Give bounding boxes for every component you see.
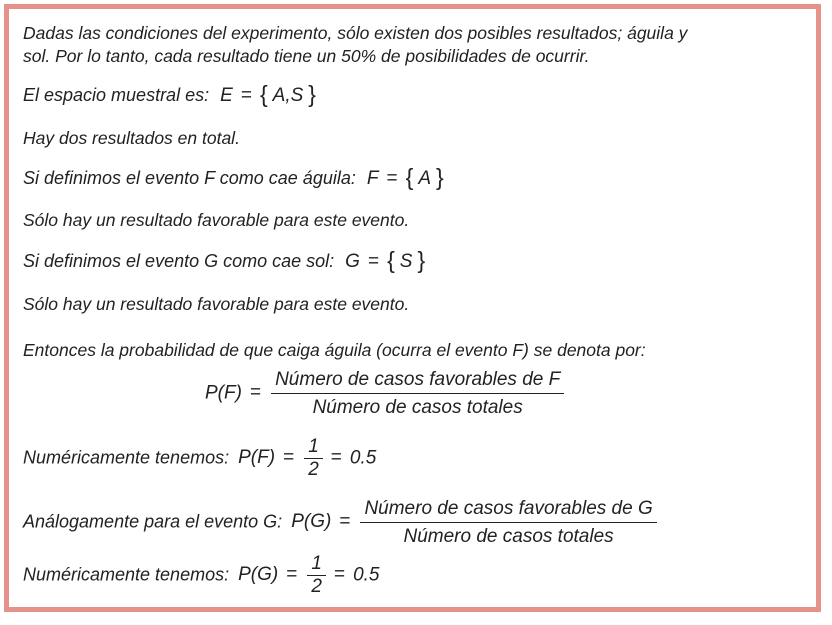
probability-intro-text: Entonces la probabilidad de que caiga águila (ocurra el evento F) se denota por: xyxy=(23,340,646,360)
numeric-f-denominator: 2 xyxy=(308,459,319,480)
favorable-f-text: Sólo hay un resultado favorable para este evento. xyxy=(23,210,410,230)
formula-g-numerator: Número de casos favorables de G xyxy=(360,496,656,523)
event-g-set: S xyxy=(399,251,413,272)
numeric-f xyxy=(23,437,376,480)
event-g-lbrace: { xyxy=(387,247,395,273)
numeric-g-result: 0.5 xyxy=(353,564,380,586)
sample-space-line xyxy=(23,80,316,107)
formula-f-numerator: Número de casos favorables de F xyxy=(271,367,564,394)
sample-space-lbrace: { xyxy=(259,81,268,107)
numeric-f-equals: = xyxy=(283,447,295,469)
numeric-g-label: Numéricamente tenemos: xyxy=(23,564,230,585)
intro-line-1: Dadas las condiciones del experimento, sólo existen dos posibles resultados; águila y xyxy=(23,23,688,43)
formula-f-fraction xyxy=(271,367,564,420)
formula-f-denominator: Número de casos totales xyxy=(312,397,523,418)
numeric-g-equals-2: = xyxy=(333,564,346,586)
numeric-f-result: 0.5 xyxy=(349,447,377,469)
event-f-rbrace: } xyxy=(436,164,444,190)
formula-g-fraction xyxy=(360,496,656,549)
numeric-g-numerator: 1 xyxy=(307,554,326,576)
numeric-f-equals-2: = xyxy=(330,447,342,469)
event-f-lbrace: { xyxy=(405,164,414,190)
numeric-g-equals: = xyxy=(286,564,298,586)
formula-f-equals: = xyxy=(249,382,262,404)
event-g-rbrace: } xyxy=(417,247,426,273)
formula-g-label: Análogamente para el evento G: xyxy=(23,511,283,532)
numeric-f-numerator: 1 xyxy=(304,437,323,459)
sample-space-rbrace: } xyxy=(308,81,316,107)
event-g-symbol: G xyxy=(345,251,360,272)
intro-line-2: sol. Por lo tanto, cada resultado tiene un 50% de posibilidades de ocurrir. xyxy=(23,46,590,66)
event-f-line xyxy=(23,163,444,190)
numeric-f-label: Numéricamente tenemos: xyxy=(23,447,230,468)
numeric-f-lhs: P(F) xyxy=(238,447,276,469)
sample-space-symbol: E xyxy=(220,85,233,106)
event-g-equals: = xyxy=(367,251,380,272)
event-f-symbol: F xyxy=(366,168,379,189)
event-f-set: A xyxy=(418,168,432,189)
numeric-f-fraction xyxy=(304,437,323,480)
sample-space-set: A,S xyxy=(272,85,304,106)
numeric-g-denominator: 2 xyxy=(311,576,322,597)
event-g-line xyxy=(23,246,425,273)
favorable-g-text: Sólo hay un resultado favorable para este evento. xyxy=(23,294,410,314)
formula-g-denominator: Número de casos totales xyxy=(403,526,614,547)
formula-g-equals: = xyxy=(339,511,351,533)
event-g-label: Si definimos el evento G como cae sol: xyxy=(23,251,335,271)
numeric-g-fraction xyxy=(307,554,326,597)
total-results-text: Hay dos resultados en total. xyxy=(23,128,240,148)
formula-g xyxy=(23,496,657,549)
formula-f-lhs: P(F) xyxy=(205,382,242,404)
event-f-label: Si definimos el evento F como cae águila: xyxy=(23,168,356,188)
sample-space-label: El espacio muestral es: xyxy=(23,85,210,105)
numeric-g xyxy=(23,554,380,597)
event-f-equals: = xyxy=(386,168,398,189)
content-frame xyxy=(4,4,821,612)
numeric-g-lhs: P(G) xyxy=(238,564,279,586)
formula-g-lhs: P(G) xyxy=(291,511,332,533)
sample-space-equals: = xyxy=(240,85,252,106)
formula-f xyxy=(205,367,564,420)
